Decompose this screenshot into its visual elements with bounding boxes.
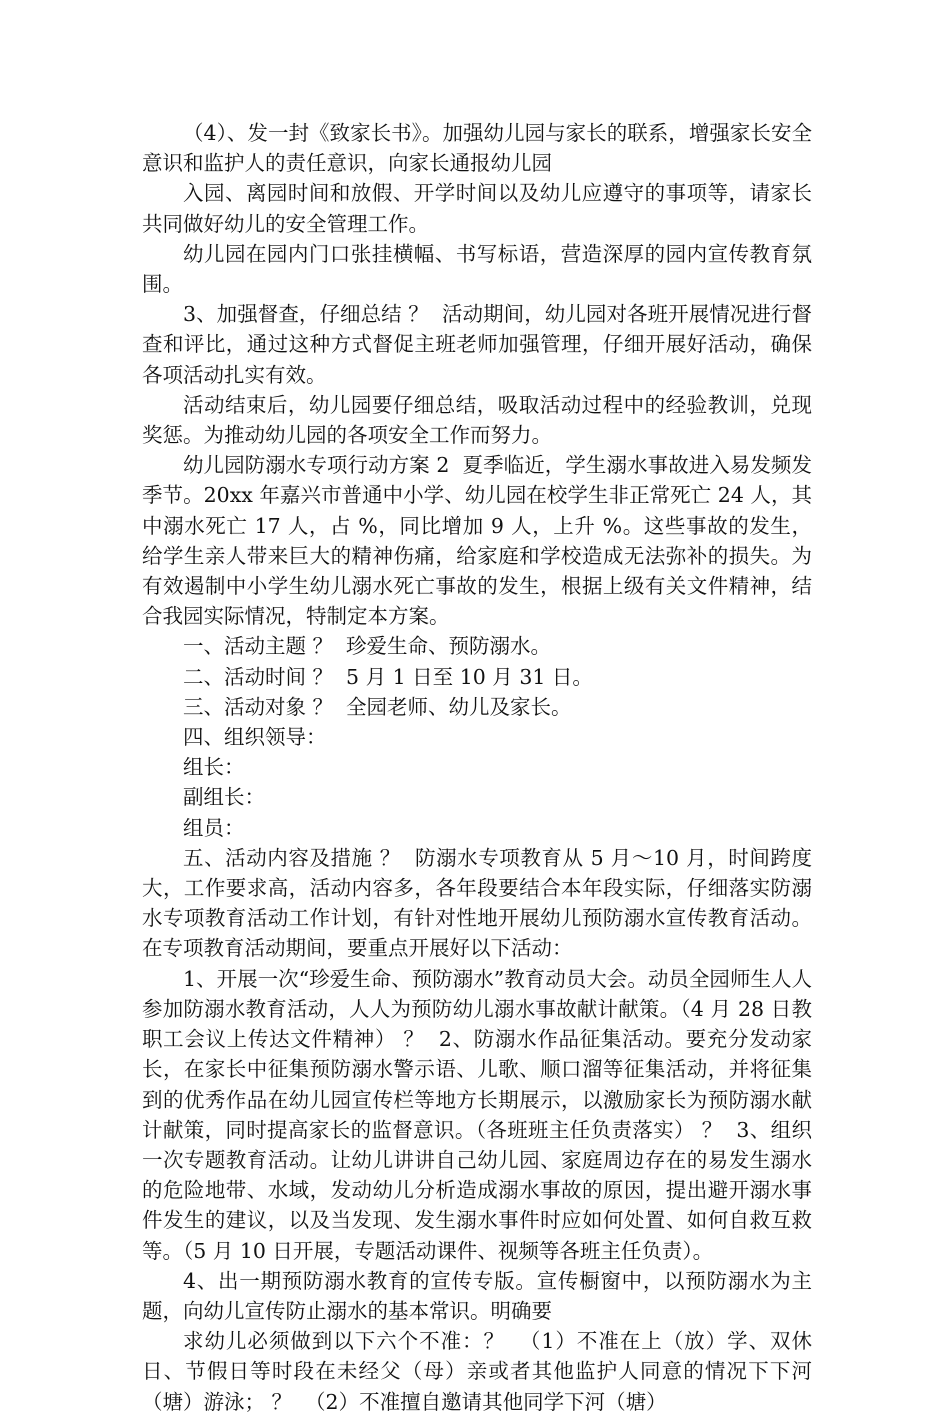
paragraph-leadership: 四、组织领导： (183, 725, 327, 750)
paragraph-members: 组员： (183, 815, 245, 840)
paragraph-deputy-leader: 副组长： (183, 785, 265, 810)
paragraph-content-measures: 五、活动内容及措施 ？ 防溺水专项教育从 5 月～10 月，时间跨度大，工作要求高，活动内容多，各年段要结合本年段实际，仔细落实防溺水专项教育活动工作计划，有针对性地开展幼儿预防溺水宣传教育活动。在专项教育活动期间，要重点开展好以下活动： (142, 845, 812, 961)
paragraph-audience: 三、活动对象 ？ 全园老师、幼儿及家长。 (183, 694, 572, 719)
document-page (142, 118, 812, 1417)
paragraph-letter-to-parents: （4）、发一封《致家长书》。加强幼儿园与家长的联系，增强家长安全意识和监护人的责任意识，向家长通报幼儿园 (142, 121, 812, 176)
paragraph-summary: 活动结束后，幼儿园要仔细总结，吸取活动过程中的经验教训，兑现奖惩。为推动幼儿园的各项安全工作而努力。 (142, 392, 812, 448)
paragraph-activity-4: 4、出一期预防溺水教育的宣传专版。宣传橱窗中，以预防溺水为主题，向幼儿宣传防止溺水的基本常识。明确要 (142, 1268, 812, 1323)
paragraph-six-rules: 求幼儿必须做到以下六个不准：？ （1）不准在上（放）学、双休日、节假日等时段在未经父（母）亲或者其他监护人同意的情况下下河（塘）游泳； ？ （2）不准擅自邀请其他同学下河（塘） (142, 1329, 812, 1414)
paragraph-theme: 一、活动主题 ？ 珍爱生命、预防溺水。 (183, 634, 552, 659)
paragraph-time: 二、活动时间 ？ 5 月 1 日至 10 月 31 日。 (183, 664, 593, 689)
paragraph-activities-1-3: 1、开展一次“珍爱生命、预防溺水”教育动员大会。动员全园师生人人参加防溺水教育活动，人人为预防幼儿溺水事故献计献策。（4 月 28 日教职工会议上传达文件精神） ？ 2、防溺水作品征集活动。要充分发动家长，在家长中征集预防溺水警示语、儿歌、顺口溜等征集活动，并将征集到的优秀作品在幼儿园宣传栏等地方长期展示，以激励家长为预防溺水献计献策，同时提高家长的监督意识。（各班班主任负责落实） ？ 3、组织一次专题教育活动。让幼儿讲讲自己幼儿园、家庭周边存在的易发生溺水的危险地带、水域，发动幼儿分析造成溺水事故的原因，提出避开溺水事件发生的建议，以及当发现、发生溺水事件时应如何处置、如何自救互救等。（5 月 10 日开展，专题活动课件、视频等各班主任负责）。 (142, 966, 812, 1263)
paragraph-plan-2-intro: 幼儿园防溺水专项行动方案 2 夏季临近，学生溺水事故进入易发频发季节。20xx 年嘉兴市普通中小学、幼儿园在校学生非正常死亡 24 人，其中溺水死亡 17 人，占 %，同比增加 9 人，上升 %。这些事故的发生，给学生亲人带来巨大的精神伤痛，给家庭和学校造成无法弥补的损失。为有效遏制中小学生幼儿溺水死亡事故的发生，根据上级有关文件精神，结合我园实际情况，特制定本方案。 (142, 453, 812, 629)
paragraph-leader: 组长： (183, 755, 245, 780)
paragraph-supervision: 3、加强督查，仔细总结 ？ 活动期间，幼儿园对各班开展情况进行督查和评比，通过这种方式督促主班老师加强管理，仔细开展好活动，确保各项活动扎实有效。 (142, 302, 812, 387)
paragraph-banners: 幼儿园在园内门口张挂横幅、书写标语，营造深厚的园内宣传教育氛围。 (142, 241, 812, 297)
paragraph-arrival-departure: 入园、离园时间和放假、开学时间以及幼儿应遵守的事项等，请家长共同做好幼儿的安全管理工作。 (142, 181, 812, 236)
